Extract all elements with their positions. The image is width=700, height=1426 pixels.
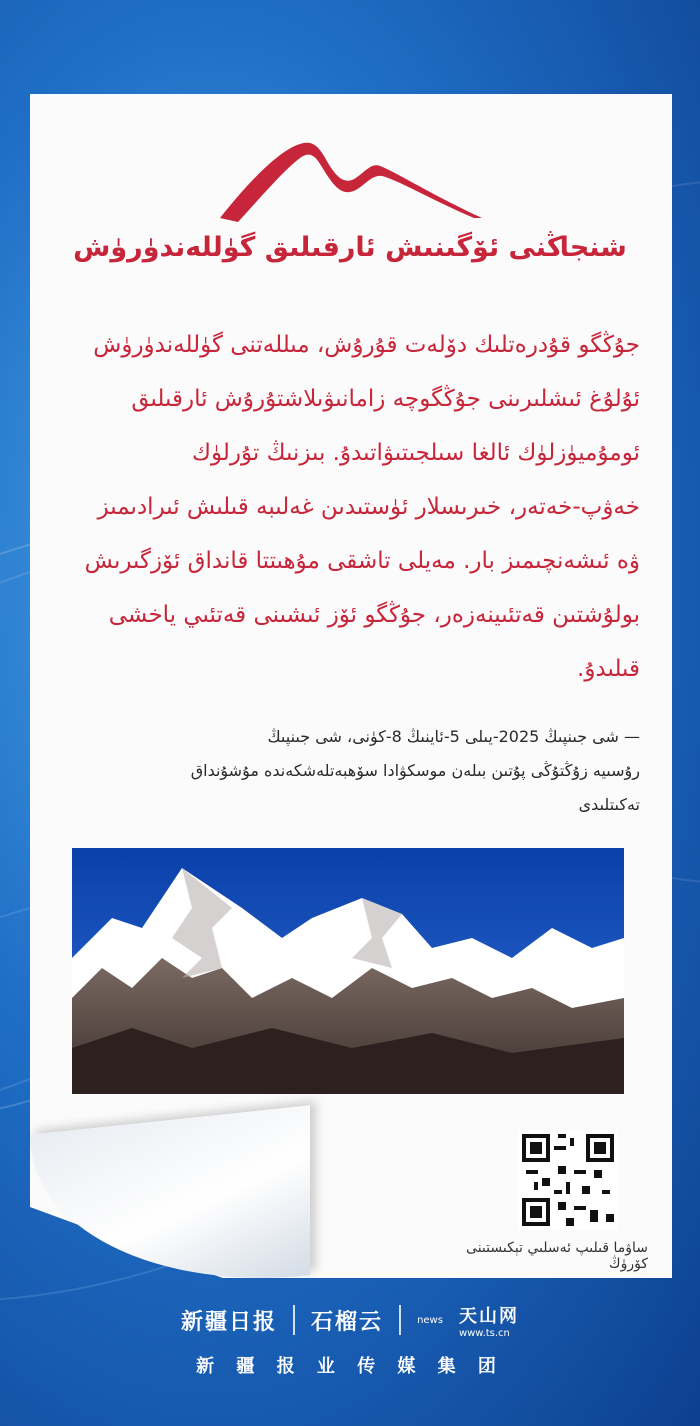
quote-source: [60, 720, 640, 822]
page-title: شنجاڭنى ئۆگىنىش ئارقىلىق گۈللەندۈرۈش: [73, 232, 627, 263]
brand-xinjiang-daily: 新疆日报: [181, 1308, 278, 1335]
brand-tianshan-url: www.ts.cn: [458, 1327, 510, 1339]
brand-tianshan-net: [459, 1302, 519, 1339]
quote-line: ۋە ئىشەنچىمىز بار. مەيلى تاشقى مۇھىتتا قانداق ئۆزگىرىش: [84, 548, 640, 574]
media-group-name: 新 疆 报 业 传 媒 集 团: [196, 1356, 504, 1377]
source-line: رۇسىيە زۇڭتۇڭى پۇتىن بىلەن موسكۋادا سۆھبەتلەشكەندە مۇشۇنداق: [190, 761, 640, 780]
mountain-logo-icon: [220, 140, 482, 222]
quote-line: قىلىدۇ.: [577, 656, 640, 682]
footer-logos: [0, 1300, 700, 1340]
brand-tianshan-prefix: news: [417, 1314, 443, 1326]
divider: [399, 1305, 401, 1335]
quote-line: ئومۇميۈزلۈك ئالغا سىلجىتىۋاتىدۇ. بىزنىڭ تۇرلۈك: [192, 440, 640, 466]
source-line: — شى جىنپىڭ 2025-يىلى 5-ئاينىڭ 8-كۈنى، شى جىنپىڭ: [267, 727, 640, 746]
quote-line: بولۇشتىن قەتئىينەزەر، جۇڭگو ئۆز ئىشىنى قەتئىي ياخشى: [108, 602, 640, 628]
mountain-photo: [72, 848, 624, 1094]
quote-line: ئۇلۇغ ئىشلىرىنى جۇڭگوچە زامانىۋىلاشتۇرۇش ئارقىلىق: [131, 386, 640, 412]
quote-paragraph: [60, 318, 640, 696]
qr-code[interactable]: [518, 1130, 618, 1230]
quote-line: خەۋپ-خەتەر، خىرىسلار ئۈستىدىن غەلىبە قىلىش ئىرادىمىز: [97, 494, 640, 520]
brand-tianshan-name: 天山网: [458, 1305, 519, 1327]
qr-caption: ساۋما قىلىپ ئەسلىي تېكىستىنى كۆرۈڭ: [466, 1240, 648, 1272]
quote-line: جۇڭگو قۇدرەتلىك دۆلەت قۇرۇش، مىللەتنى گۈللەندۈرۈش: [93, 332, 640, 358]
brand-shiliu-cloud: 石榴云: [311, 1308, 384, 1335]
divider: [293, 1305, 295, 1335]
source-line: تەكىتلىدى: [578, 795, 640, 814]
